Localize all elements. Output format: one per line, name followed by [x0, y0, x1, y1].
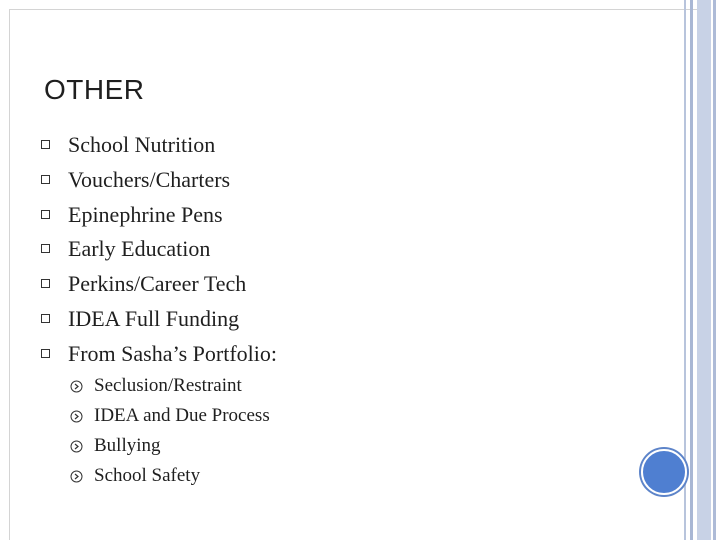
sub-bullet-list: [70, 371, 270, 491]
bullet-list: [40, 128, 277, 372]
decorative-circle: [641, 449, 687, 495]
list-item: [40, 267, 277, 302]
slide-title: OTHER: [44, 74, 145, 105]
list-item-label: IDEA Full Funding: [68, 305, 240, 331]
sub-list-item: [70, 461, 270, 491]
sub-list-item-label: Seclusion/Restraint: [94, 375, 242, 396]
list-item-label: From Sasha’s Portfolio:: [68, 340, 278, 366]
list-item: [40, 163, 277, 198]
list-item-label: School Nutrition: [68, 132, 216, 157]
list-item-label: Early Education: [68, 236, 211, 262]
sub-list-item: [70, 431, 270, 461]
square-bullet-icon: [41, 140, 50, 149]
circle-bullet-icon: [70, 380, 83, 393]
list-item-label: Perkins/Career Tech: [68, 271, 247, 297]
decorative-stripe: [690, 0, 693, 540]
square-bullet-icon: [41, 314, 50, 323]
list-item: [40, 198, 277, 233]
decorative-stripe: [713, 0, 716, 540]
square-bullet-icon: [41, 279, 50, 288]
sub-list-item-label: IDEA and Due Process: [94, 405, 270, 426]
list-item: [40, 302, 277, 337]
decorative-stripe: [684, 0, 686, 540]
sub-list-item: [70, 401, 270, 431]
sub-list-item-label: School Safety: [94, 465, 201, 486]
list-item: [40, 232, 277, 267]
circle-bullet-icon: [70, 410, 83, 423]
circle-bullet-icon: [70, 440, 83, 453]
square-bullet-icon: [41, 244, 50, 253]
sub-list-item-label: Bullying: [94, 435, 161, 456]
list-item-label: Vouchers/Charters: [68, 166, 231, 192]
list-item: [40, 128, 277, 163]
square-bullet-icon: [41, 349, 50, 358]
decorative-stripe: [697, 0, 711, 540]
sub-list-item: [70, 371, 270, 401]
list-item: [40, 337, 277, 372]
list-item-label: Epinephrine Pens: [68, 201, 223, 227]
square-bullet-icon: [41, 210, 50, 219]
square-bullet-icon: [41, 175, 50, 184]
circle-bullet-icon: [70, 470, 83, 483]
